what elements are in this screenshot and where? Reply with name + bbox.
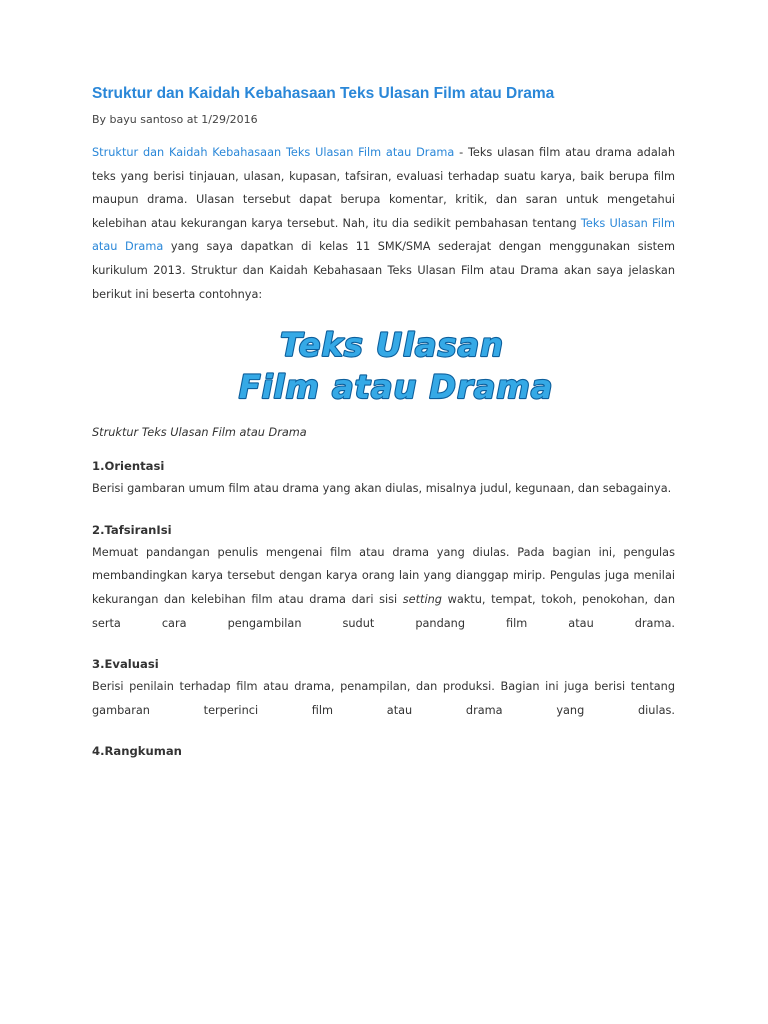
intro-paragraph	[92, 141, 675, 306]
banner-line-2: Film atau Drama	[238, 368, 554, 407]
section-heading-rangkuman: 4.Rangkuman	[92, 744, 182, 759]
section-heading-evaluasi: 3.Evaluasi	[92, 657, 159, 672]
intro-text-part2: yang saya dapatkan di kelas 11 SMK/SMA sederajat dengan menggunakan sistem kurikulum 2013. Struktur dan Kaidah Kebahasaan Teks Ulasan Film atau Drama akan saya jelaskan berikut ini beserta contohnya:	[92, 240, 676, 301]
section-body-orientasi: Berisi gambaran umum film atau drama yang akan diulas, misalnya judul, kegunaan, dan sebagainya.	[92, 482, 672, 496]
article	[92, 84, 675, 759]
intro-topic-link[interactable]: Teks Ulasan Film atau Drama	[92, 216, 676, 254]
tafsiran-text-part1: Memuat pandangan penulis mengenai film atau drama yang diulas. Pada bagian ini, pengulas membandingkan karya tersebut dengan karya orang lain yang dianggap mirip. Pengulas juga menilai kekurangan dan kelebihan film atau drama dari sisi	[92, 545, 675, 606]
structure-caption: Struktur Teks Ulasan Film atau Drama	[92, 426, 307, 440]
section-heading-orientasi: 1.Orientasi	[92, 459, 165, 474]
post-byline: By bayu santoso at 1/29/2016	[92, 113, 258, 126]
banner-title-graphic	[92, 316, 675, 406]
tafsiran-text-part2: waktu, tempat, tokoh, penokohan, dan serta cara pengambilan sudut pandang film atau drama.	[92, 592, 676, 630]
intro-title-link[interactable]: Struktur dan Kaidah Kebahasaan Teks Ulasan Film atau Drama	[92, 146, 455, 159]
banner-line-1: Teks Ulasan	[280, 326, 504, 365]
section-body-tafsiran-isi	[92, 541, 675, 635]
banner-image	[92, 316, 675, 406]
tafsiran-italic-term: setting	[402, 592, 442, 606]
intro-text-part1: - Teks ulasan film atau drama adalah teks yang berisi tinjauan, ulasan, kupasan, tafsiran, evaluasi terhadap suatu karya, baik berupa film maupun drama. Ulasan tersebut dapat berupa komentar, kritik, dan saran untuk mengetahui kelebihan atau kekurangan karya tersebut. Nah, itu dia sedikit pembahasan tentang	[92, 146, 675, 230]
post-title[interactable]: Struktur dan Kaidah Kebahasaan Teks Ulasan Film atau Drama	[92, 85, 555, 102]
section-heading-tafsiran-isi: 2.TafsiranIsi	[92, 522, 172, 537]
section-body-evaluasi: Berisi penilain terhadap film atau drama, penampilan, dan produksi. Bagian ini juga berisi tentang gambaran terperinci film atau drama yang diulas.	[92, 680, 675, 717]
